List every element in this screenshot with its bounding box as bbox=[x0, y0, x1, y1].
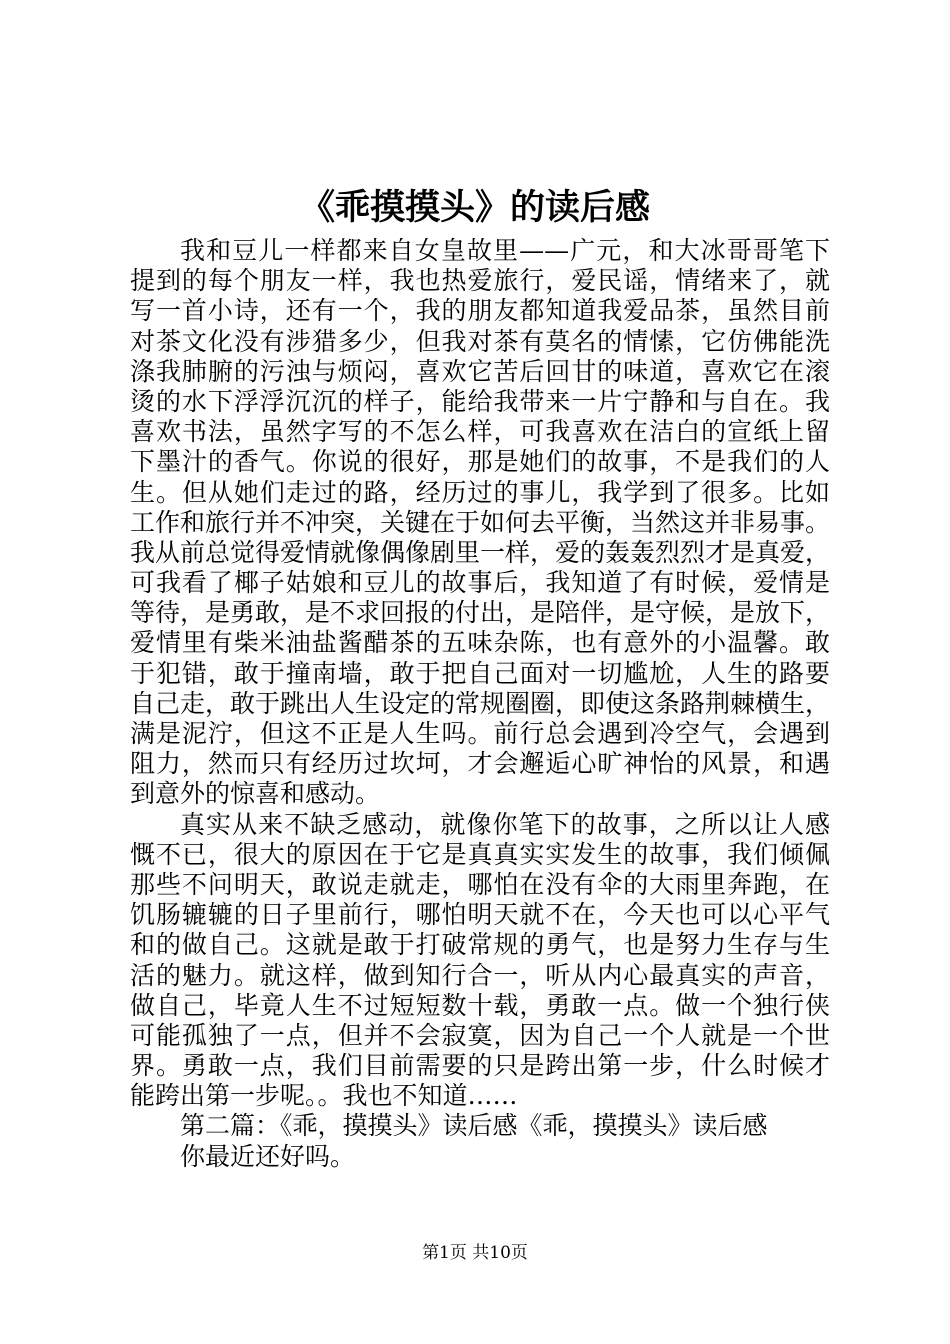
text-line: 和的做自己。这就是敢于打破常规的勇气，也是努力生存与生 bbox=[130, 930, 830, 960]
text-line: 生。但从她们走过的路，经历过的事儿，我学到了很多。比如 bbox=[130, 477, 830, 507]
text-line: 你最近还好吗。 bbox=[180, 1141, 356, 1171]
text-line: 爱情里有柴米油盐酱醋茶的五味杂陈，也有意外的小温馨。敢 bbox=[130, 628, 830, 658]
text-line: 我从前总觉得爱情就像偶像剧里一样，爱的轰轰烈烈才是真爱， bbox=[130, 537, 831, 567]
text-line: 工作和旅行并不冲突，关键在于如何去平衡，当然这并非易事。 bbox=[130, 507, 831, 537]
text-line: 真实从来不缺乏感动，就像你笔下的故事，之所以让人感 bbox=[180, 809, 830, 839]
text-line: 于犯错，敢于撞南墙，敢于把自己面对一切尴尬，人生的路要 bbox=[130, 658, 830, 688]
text-line: 自己走，敢于跳出人生设定的常规圈圈，即使这条路荆棘横生， bbox=[130, 688, 831, 718]
text-line: 活的魅力。就这样，做到知行合一，听从内心最真实的声音， bbox=[130, 960, 830, 990]
text-line: 我和豆儿一样都来自女皇故里——广元，和大冰哥哥笔下 bbox=[180, 236, 830, 265]
page-number: 第1页 共10页 bbox=[422, 1243, 528, 1263]
text-line: 饥肠辘辘的日子里前行，哪怕明天就不在，今天也可以心平气 bbox=[130, 900, 830, 930]
text-line: 满是泥泞，但这不正是人生吗。前行总会遇到冷空气，会遇到 bbox=[130, 719, 830, 748]
text-line: 能跨出第一步呢。。我也不知道…… bbox=[130, 1081, 518, 1111]
document-body bbox=[130, 236, 830, 1172]
text-line: 那些不问明天，敢说走就走，哪怕在没有伞的大雨里奔跑，在 bbox=[130, 869, 830, 899]
text-line: 提到的每个朋友一样，我也热爱旅行，爱民谣，情绪来了，就 bbox=[130, 266, 830, 296]
text-line: 界。勇敢一点，我们目前需要的只是跨出第一步，什么时候才 bbox=[130, 1051, 830, 1081]
text-line: 等待，是勇敢，是不求回报的付出，是陪伴，是守候，是放下， bbox=[130, 598, 831, 628]
text-line: 阻力，然而只有经历过坎坷，才会邂逅心旷神怡的风景，和遇 bbox=[130, 749, 830, 779]
text-line: 写一首小诗，还有一个，我的朋友都知道我爱品茶，虽然目前 bbox=[130, 296, 830, 326]
text-line: 慨不已，很大的原因在于它是真真实实发生的故事，我们倾佩 bbox=[130, 839, 830, 869]
page-title: 《乖摸摸头》的读后感 bbox=[299, 187, 650, 228]
text-line: 下墨汁的香气。你说的很好，那是她们的故事，不是我们的人 bbox=[130, 447, 830, 477]
text-line: 可我看了椰子姑娘和豆儿的故事后，我知道了有时候，爱情是 bbox=[130, 568, 830, 598]
text-line: 对茶文化没有涉猎多少，但我对茶有莫名的情愫，它仿佛能洗 bbox=[130, 326, 830, 356]
text-line: 喜欢书法，虽然字写的不怎么样，可我喜欢在洁白的宣纸上留 bbox=[130, 417, 830, 447]
text-line: 涤我肺腑的污浊与烦闷，喜欢它苦后回甘的味道，喜欢它在滚 bbox=[130, 356, 830, 386]
text-line: 烫的水下浮浮沉沉的样子，能给我带来一片宁静和与自在。我 bbox=[130, 386, 830, 416]
section-heading: 第二篇：《乖，摸摸头》读后感《乖，摸摸头》读后感 bbox=[180, 1111, 768, 1141]
text-line: 做自己，毕竟人生不过短短数十载，勇敢一点。做一个独行侠 bbox=[130, 990, 830, 1020]
text-line: 可能孤独了一点，但并不会寂寞，因为自己一个人就是一个世 bbox=[130, 1020, 830, 1050]
text-line: 到意外的惊喜和感动。 bbox=[130, 779, 381, 809]
